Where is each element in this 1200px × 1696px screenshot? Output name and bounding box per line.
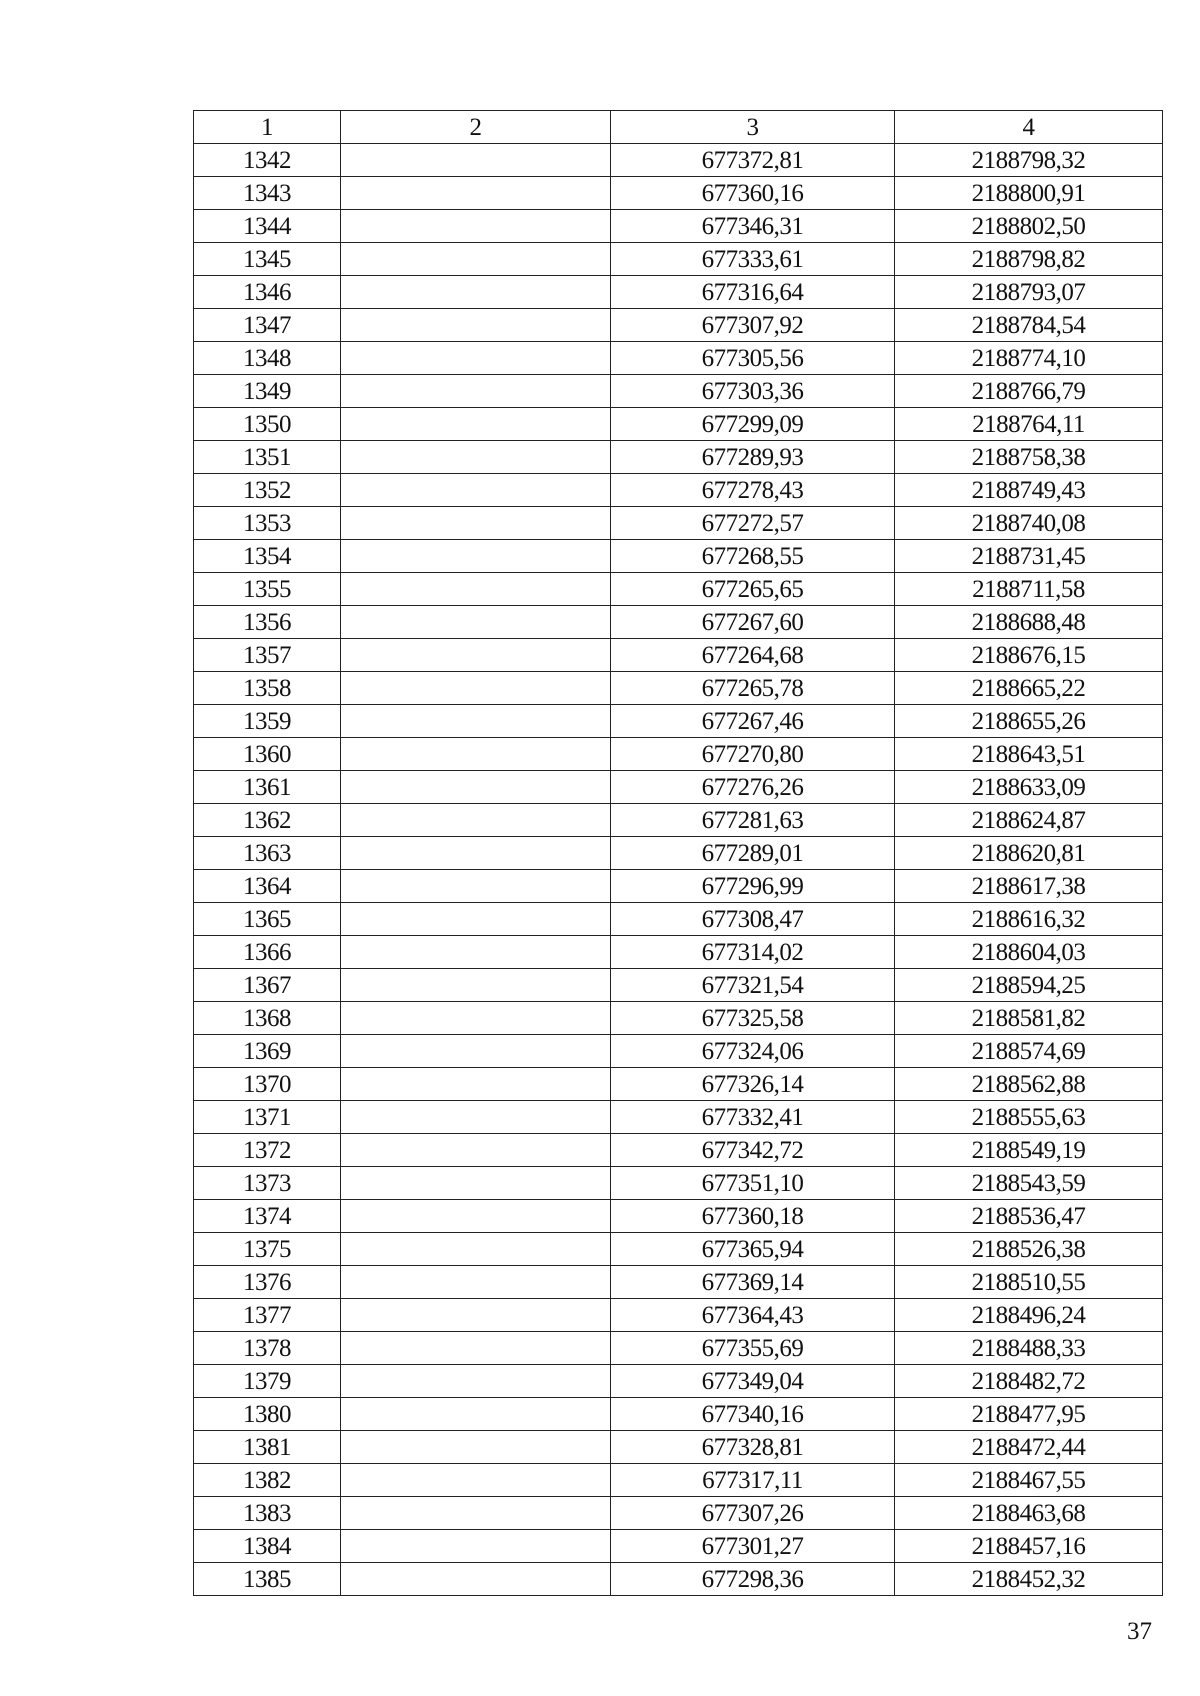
blank-cell [341,540,611,573]
header-col-4: 4 [895,111,1163,144]
table-row [194,1464,1163,1497]
coordinate-y-cell: 2188526,38 [895,1233,1163,1266]
coordinate-x-cell: 677265,78 [611,672,895,705]
header-col-2: 2 [341,111,611,144]
coordinate-y-cell: 2188620,81 [895,837,1163,870]
point-number-cell: 1378 [194,1332,341,1365]
blank-cell [341,804,611,837]
coordinate-x-cell: 677369,14 [611,1266,895,1299]
coordinate-y-cell: 2188802,50 [895,210,1163,243]
point-number-cell: 1364 [194,870,341,903]
blank-cell [341,1068,611,1101]
coordinate-x-cell: 677333,61 [611,243,895,276]
coordinate-y-cell: 2188731,45 [895,540,1163,573]
blank-cell [341,375,611,408]
coordinate-x-cell: 677270,80 [611,738,895,771]
point-number-cell: 1377 [194,1299,341,1332]
coordinate-x-cell: 677314,02 [611,936,895,969]
blank-cell [341,1134,611,1167]
blank-cell [341,177,611,210]
blank-cell [341,507,611,540]
coordinate-x-cell: 677299,09 [611,408,895,441]
point-number-cell: 1343 [194,177,341,210]
point-number-cell: 1370 [194,1068,341,1101]
table-row [194,408,1163,441]
table-row [194,375,1163,408]
point-number-cell: 1348 [194,342,341,375]
page-number: 37 [1127,1618,1152,1645]
coordinate-x-cell: 677324,06 [611,1035,895,1068]
coordinate-y-cell: 2188463,68 [895,1497,1163,1530]
point-number-cell: 1342 [194,144,341,177]
table-row [194,969,1163,1002]
coordinate-x-cell: 677326,14 [611,1068,895,1101]
coordinate-x-cell: 677298,36 [611,1563,895,1596]
table-row [194,1365,1163,1398]
table-row [194,1299,1163,1332]
coordinate-x-cell: 677278,43 [611,474,895,507]
coordinate-x-cell: 677308,47 [611,903,895,936]
blank-cell [341,243,611,276]
table-row [194,672,1163,705]
table-row [194,1233,1163,1266]
coordinate-y-cell: 2188594,25 [895,969,1163,1002]
point-number-cell: 1363 [194,837,341,870]
coordinate-x-cell: 677268,55 [611,540,895,573]
point-number-cell: 1373 [194,1167,341,1200]
table-row [194,243,1163,276]
table-row [194,1398,1163,1431]
table-row [194,1002,1163,1035]
point-number-cell: 1355 [194,573,341,606]
coordinate-y-cell: 2188477,95 [895,1398,1163,1431]
coordinate-y-cell: 2188452,32 [895,1563,1163,1596]
coordinate-y-cell: 2188543,59 [895,1167,1163,1200]
coordinate-y-cell: 2188633,09 [895,771,1163,804]
blank-cell [341,639,611,672]
coordinate-y-cell: 2188510,55 [895,1266,1163,1299]
point-number-cell: 1346 [194,276,341,309]
point-number-cell: 1369 [194,1035,341,1068]
table-row [194,639,1163,672]
coordinate-x-cell: 677355,69 [611,1332,895,1365]
point-number-cell: 1357 [194,639,341,672]
table-row [194,738,1163,771]
point-number-cell: 1374 [194,1200,341,1233]
coordinate-x-cell: 677346,31 [611,210,895,243]
coordinate-y-cell: 2188643,51 [895,738,1163,771]
coordinate-y-cell: 2188482,72 [895,1365,1163,1398]
blank-cell [341,1398,611,1431]
point-number-cell: 1347 [194,309,341,342]
blank-cell [341,936,611,969]
point-number-cell: 1366 [194,936,341,969]
table-row [194,1200,1163,1233]
coordinate-x-cell: 677351,10 [611,1167,895,1200]
table-row [194,342,1163,375]
blank-cell [341,474,611,507]
coordinate-x-cell: 677317,11 [611,1464,895,1497]
table-row [194,606,1163,639]
table-row [194,441,1163,474]
coordinate-y-cell: 2188488,33 [895,1332,1163,1365]
table-row [194,474,1163,507]
point-number-cell: 1365 [194,903,341,936]
coordinate-y-cell: 2188740,08 [895,507,1163,540]
coordinate-y-cell: 2188798,32 [895,144,1163,177]
table-row [194,540,1163,573]
coordinate-y-cell: 2188536,47 [895,1200,1163,1233]
blank-cell [341,1563,611,1596]
blank-cell [341,771,611,804]
table-row [194,903,1163,936]
blank-cell [341,276,611,309]
coordinate-x-cell: 677316,64 [611,276,895,309]
blank-cell [341,1299,611,1332]
point-number-cell: 1371 [194,1101,341,1134]
point-number-cell: 1360 [194,738,341,771]
coordinate-x-cell: 677265,65 [611,573,895,606]
point-number-cell: 1376 [194,1266,341,1299]
table-row [194,210,1163,243]
coordinate-y-cell: 2188655,26 [895,705,1163,738]
coordinate-y-cell: 2188467,55 [895,1464,1163,1497]
coordinate-y-cell: 2188617,38 [895,870,1163,903]
coordinate-x-cell: 677276,26 [611,771,895,804]
coordinate-x-cell: 677364,43 [611,1299,895,1332]
blank-cell [341,1200,611,1233]
coordinate-y-cell: 2188624,87 [895,804,1163,837]
table-row [194,936,1163,969]
coordinate-y-cell: 2188457,16 [895,1530,1163,1563]
table-row [194,144,1163,177]
point-number-cell: 1379 [194,1365,341,1398]
coordinate-x-cell: 677365,94 [611,1233,895,1266]
coordinate-y-cell: 2188800,91 [895,177,1163,210]
coordinate-x-cell: 677267,46 [611,705,895,738]
point-number-cell: 1368 [194,1002,341,1035]
point-number-cell: 1385 [194,1563,341,1596]
table-row [194,1332,1163,1365]
coordinate-x-cell: 677307,92 [611,309,895,342]
table-row [194,837,1163,870]
blank-cell [341,1332,611,1365]
table-row [194,1530,1163,1563]
point-number-cell: 1349 [194,375,341,408]
blank-cell [341,870,611,903]
point-number-cell: 1344 [194,210,341,243]
blank-cell [341,705,611,738]
coordinate-x-cell: 677301,27 [611,1530,895,1563]
coordinate-y-cell: 2188581,82 [895,1002,1163,1035]
table-row [194,1035,1163,1068]
blank-cell [341,1365,611,1398]
table-row [194,177,1163,210]
coordinate-x-cell: 677342,72 [611,1134,895,1167]
point-number-cell: 1362 [194,804,341,837]
coordinate-y-cell: 2188784,54 [895,309,1163,342]
table-row [194,705,1163,738]
table-row [194,1068,1163,1101]
point-number-cell: 1375 [194,1233,341,1266]
coordinate-y-cell: 2188549,19 [895,1134,1163,1167]
table-row [194,1563,1163,1596]
coordinate-y-cell: 2188774,10 [895,342,1163,375]
coordinate-x-cell: 677303,36 [611,375,895,408]
blank-cell [341,1233,611,1266]
table-row [194,771,1163,804]
blank-cell [341,672,611,705]
table-row [194,1266,1163,1299]
table-header [194,111,1163,144]
header-col-3: 3 [611,111,895,144]
table-row [194,1431,1163,1464]
coordinate-x-cell: 677272,57 [611,507,895,540]
blank-cell [341,1464,611,1497]
blank-cell [341,1035,611,1068]
table-row [194,573,1163,606]
coordinate-y-cell: 2188574,69 [895,1035,1163,1068]
blank-cell [341,573,611,606]
point-number-cell: 1351 [194,441,341,474]
header-col-1: 1 [194,111,341,144]
point-number-cell: 1345 [194,243,341,276]
coordinate-x-cell: 677307,26 [611,1497,895,1530]
blank-cell [341,1002,611,1035]
coordinate-x-cell: 677296,99 [611,870,895,903]
coordinate-x-cell: 677372,81 [611,144,895,177]
coordinate-y-cell: 2188749,43 [895,474,1163,507]
blank-cell [341,441,611,474]
table-row [194,1134,1163,1167]
coordinate-y-cell: 2188711,58 [895,573,1163,606]
coordinate-y-cell: 2188758,38 [895,441,1163,474]
blank-cell [341,210,611,243]
coordinate-y-cell: 2188562,88 [895,1068,1163,1101]
coordinate-y-cell: 2188496,24 [895,1299,1163,1332]
blank-cell [341,1167,611,1200]
coordinate-x-cell: 677305,56 [611,342,895,375]
blank-cell [341,903,611,936]
blank-cell [341,342,611,375]
point-number-cell: 1382 [194,1464,341,1497]
blank-cell [341,144,611,177]
point-number-cell: 1384 [194,1530,341,1563]
table-row [194,1497,1163,1530]
table-row [194,1167,1163,1200]
blank-cell [341,738,611,771]
point-number-cell: 1356 [194,606,341,639]
blank-cell [341,1101,611,1134]
coordinate-x-cell: 677321,54 [611,969,895,1002]
coordinate-x-cell: 677281,63 [611,804,895,837]
coordinate-x-cell: 677349,04 [611,1365,895,1398]
table-row [194,276,1163,309]
coordinate-y-cell: 2188766,79 [895,375,1163,408]
coordinate-x-cell: 677267,60 [611,606,895,639]
coordinate-x-cell: 677360,16 [611,177,895,210]
point-number-cell: 1372 [194,1134,341,1167]
coordinate-x-cell: 677332,41 [611,1101,895,1134]
blank-cell [341,837,611,870]
point-number-cell: 1381 [194,1431,341,1464]
table-row [194,804,1163,837]
header-row [194,111,1163,144]
table-body [194,144,1163,1596]
coordinate-x-cell: 677264,68 [611,639,895,672]
coordinate-y-cell: 2188764,11 [895,408,1163,441]
coordinate-y-cell: 2188688,48 [895,606,1163,639]
coordinate-y-cell: 2188616,32 [895,903,1163,936]
table-row [194,309,1163,342]
point-number-cell: 1380 [194,1398,341,1431]
point-number-cell: 1353 [194,507,341,540]
coordinate-y-cell: 2188665,22 [895,672,1163,705]
blank-cell [341,969,611,1002]
table-row [194,870,1163,903]
point-number-cell: 1354 [194,540,341,573]
coordinate-y-cell: 2188555,63 [895,1101,1163,1134]
point-number-cell: 1352 [194,474,341,507]
coordinate-x-cell: 677289,93 [611,441,895,474]
point-number-cell: 1359 [194,705,341,738]
coordinates-table [193,110,1163,1596]
blank-cell [341,1497,611,1530]
coordinate-x-cell: 677289,01 [611,837,895,870]
blank-cell [341,1266,611,1299]
coordinate-x-cell: 677328,81 [611,1431,895,1464]
point-number-cell: 1361 [194,771,341,804]
point-number-cell: 1383 [194,1497,341,1530]
coordinate-x-cell: 677325,58 [611,1002,895,1035]
blank-cell [341,1431,611,1464]
coordinate-y-cell: 2188676,15 [895,639,1163,672]
blank-cell [341,408,611,441]
coordinate-y-cell: 2188604,03 [895,936,1163,969]
point-number-cell: 1367 [194,969,341,1002]
point-number-cell: 1350 [194,408,341,441]
blank-cell [341,606,611,639]
blank-cell [341,309,611,342]
coordinate-y-cell: 2188793,07 [895,276,1163,309]
blank-cell [341,1530,611,1563]
table-row [194,1101,1163,1134]
point-number-cell: 1358 [194,672,341,705]
coordinate-x-cell: 677360,18 [611,1200,895,1233]
coordinate-x-cell: 677340,16 [611,1398,895,1431]
table-row [194,507,1163,540]
coordinate-y-cell: 2188798,82 [895,243,1163,276]
coordinate-y-cell: 2188472,44 [895,1431,1163,1464]
